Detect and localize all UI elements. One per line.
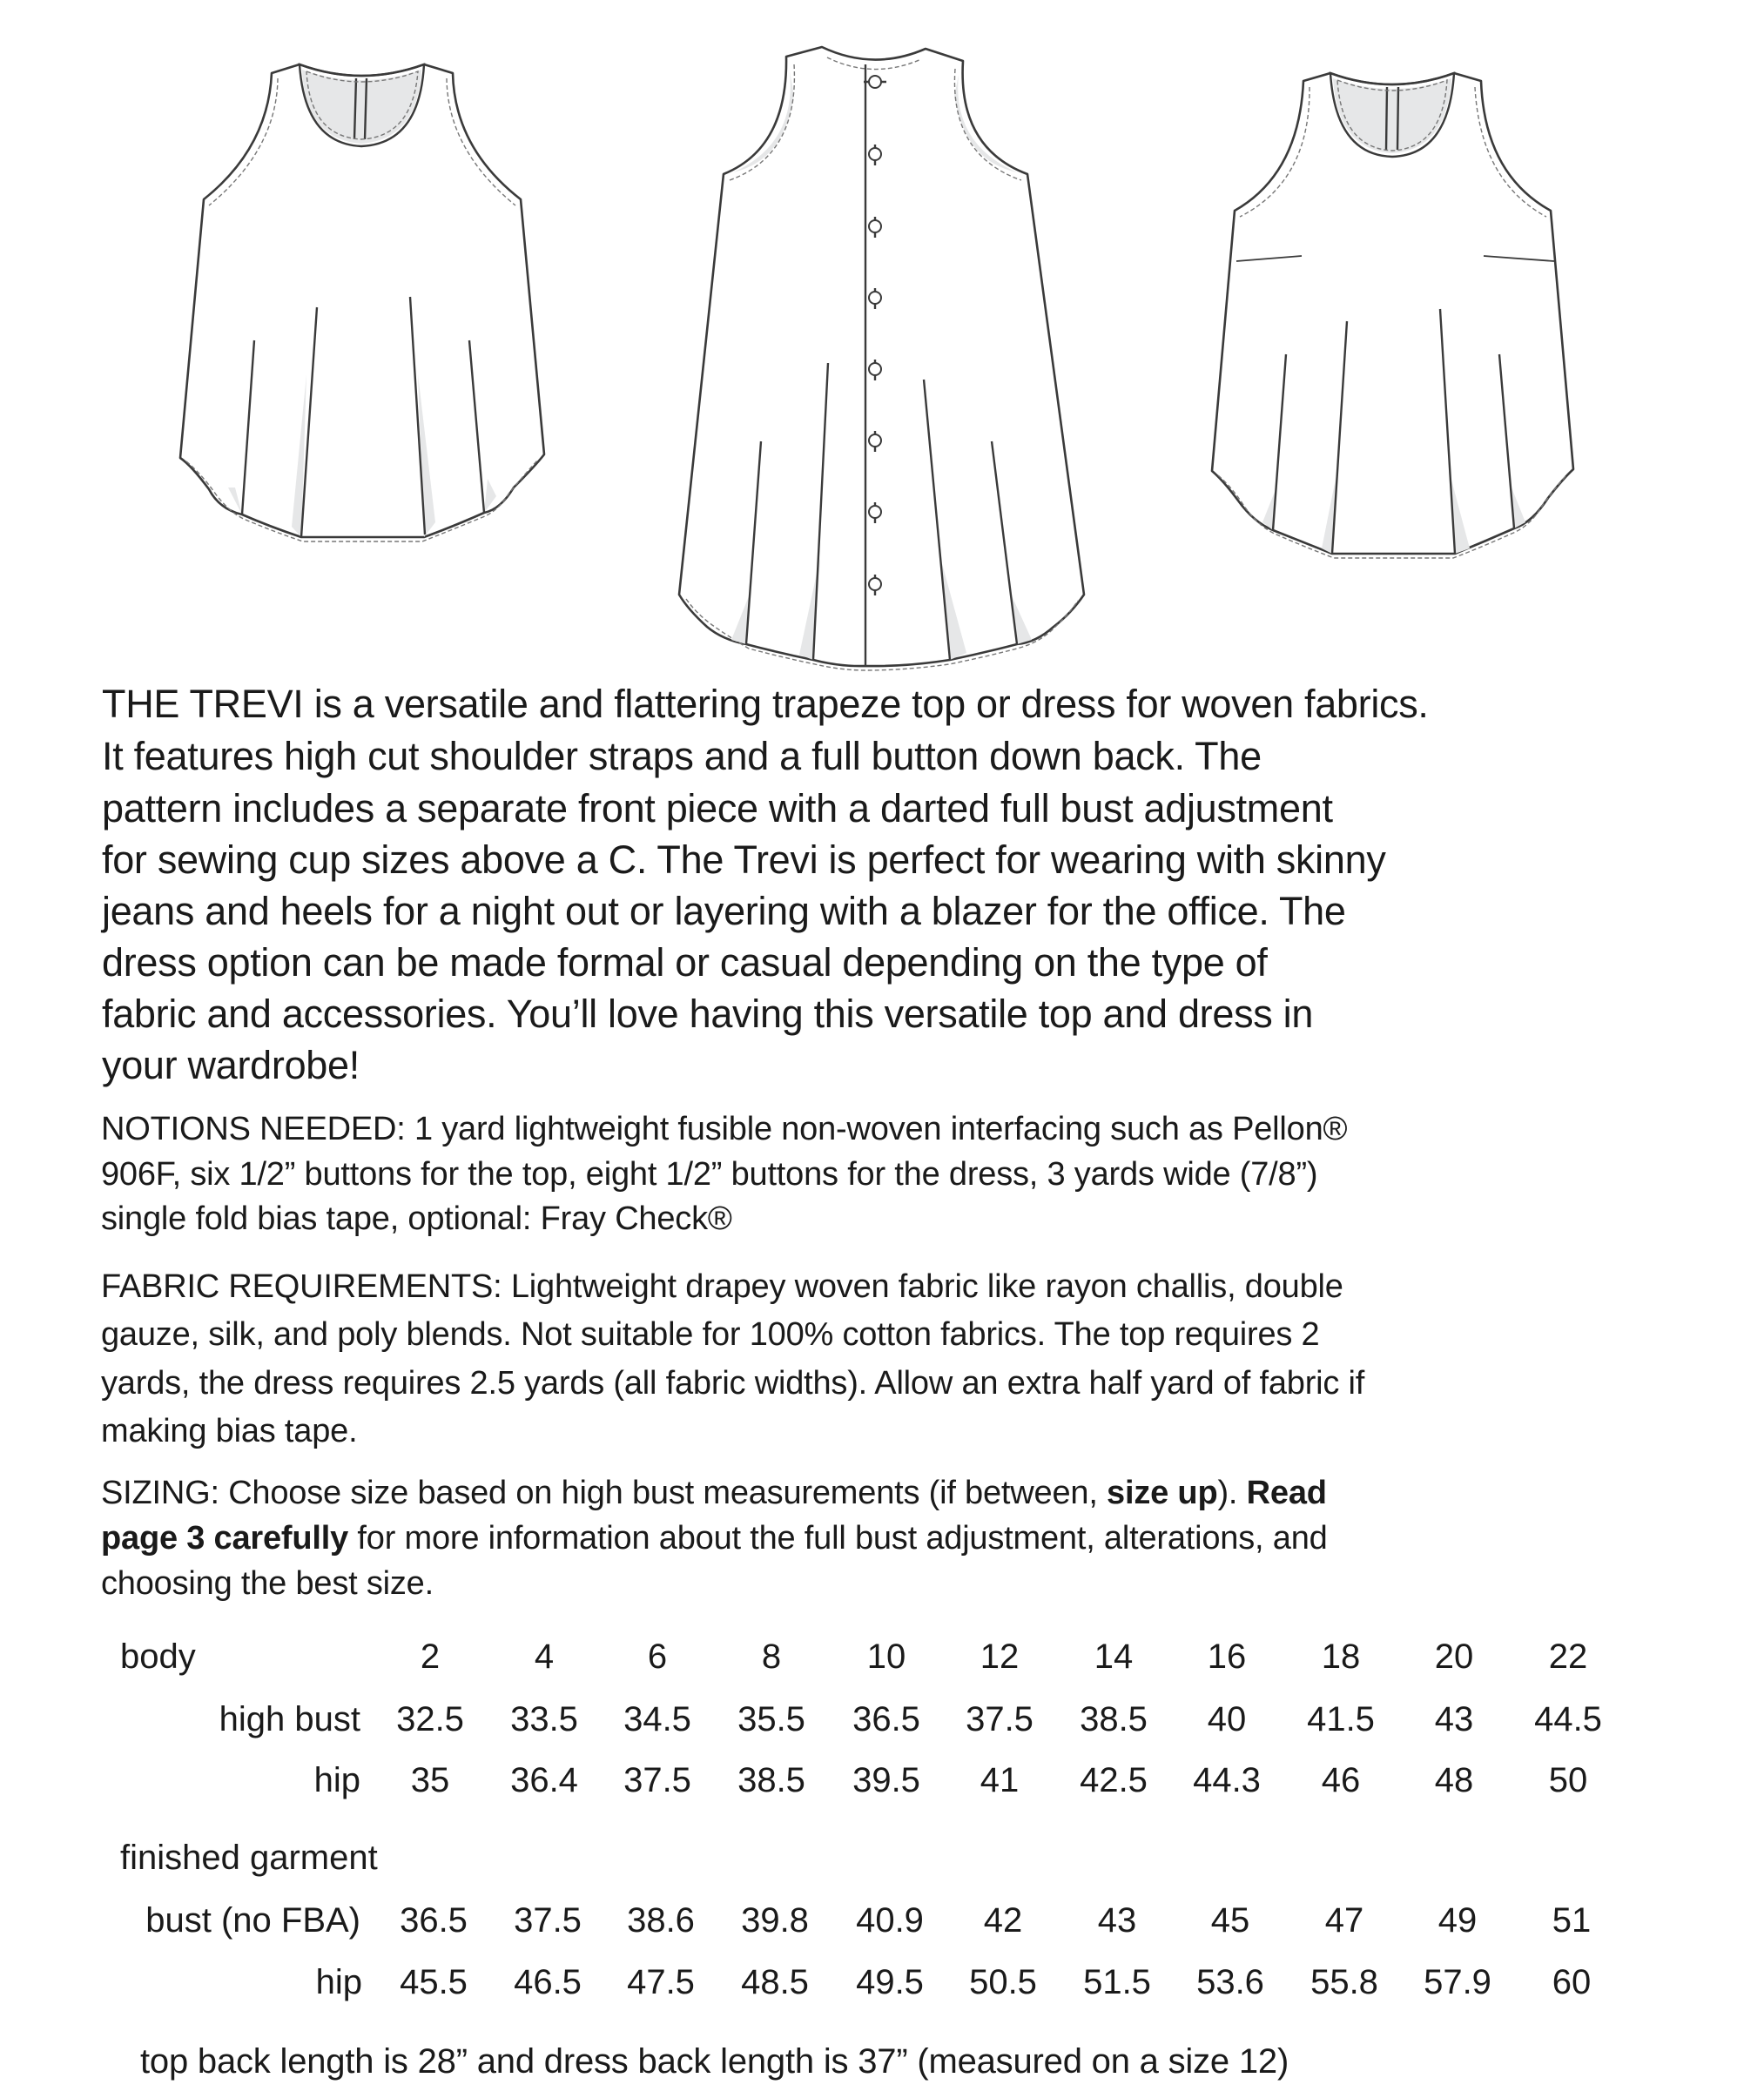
size-cell: 10 bbox=[866, 1637, 906, 1676]
value-cell: 33.5 bbox=[510, 1700, 578, 1738]
value-cell: 48.5 bbox=[741, 1963, 809, 2001]
body-hip-label: hip bbox=[313, 1761, 360, 1799]
value-cell: 42.5 bbox=[1080, 1761, 1148, 1799]
description-line: It features high cut shoulder straps and a full button down back. The bbox=[102, 734, 1262, 778]
size-cell: 2 bbox=[420, 1637, 441, 1676]
value-cell: 32.5 bbox=[396, 1700, 464, 1738]
notions-line: NOTIONS NEEDED: 1 yard lightweight fusible non-woven interfacing such as Pellon® bbox=[101, 1111, 1348, 1147]
value-cell: 34.5 bbox=[623, 1700, 691, 1738]
sizing-text: SIZING: Choose size based on high bust measurements (if between, bbox=[101, 1475, 1108, 1511]
fabric-line: making bias tape. bbox=[101, 1413, 358, 1449]
size-cell: 18 bbox=[1321, 1637, 1361, 1676]
top-front-illustration bbox=[180, 64, 544, 541]
size-cell: 6 bbox=[647, 1637, 668, 1676]
fabric-line: yards, the dress requires 2.5 yards (all fabric widths). Allow an extra half yard of fabric if bbox=[101, 1365, 1365, 1402]
value-cell: 37.5 bbox=[623, 1761, 691, 1799]
value-cell: 43 bbox=[1097, 1901, 1137, 1940]
value-cell: 49.5 bbox=[856, 1963, 924, 2001]
value-cell: 35 bbox=[410, 1761, 450, 1799]
value-cell: 50.5 bbox=[969, 1963, 1037, 2001]
size-cell: 4 bbox=[534, 1637, 555, 1676]
sizing-emphasis: page 3 carefully bbox=[101, 1520, 349, 1557]
value-cell: 38.5 bbox=[1080, 1700, 1148, 1738]
value-cell: 46.5 bbox=[514, 1963, 582, 2001]
value-cell: 50 bbox=[1548, 1761, 1588, 1799]
value-cell: 49 bbox=[1437, 1901, 1478, 1940]
notions-line: 906F, six 1/2” buttons for the top, eight 1/2” buttons for the dress, 3 yards wide (7/8”) bbox=[101, 1156, 1318, 1193]
value-cell: 43 bbox=[1434, 1700, 1474, 1738]
value-cell: 47 bbox=[1324, 1901, 1364, 1940]
value-cell: 51 bbox=[1552, 1901, 1592, 1940]
back-length-note: top back length is 28” and dress back length is 37” (measured on a size 12) bbox=[140, 2042, 1289, 2081]
finished-hip-label: hip bbox=[315, 1963, 362, 2001]
value-cell: 53.6 bbox=[1196, 1963, 1264, 2001]
value-cell: 42 bbox=[983, 1901, 1023, 1940]
size-cell: 12 bbox=[980, 1637, 1020, 1676]
value-cell: 44.5 bbox=[1534, 1700, 1602, 1738]
finished-garment-label: finished garment bbox=[120, 1839, 378, 1877]
value-cell: 47.5 bbox=[627, 1963, 695, 2001]
value-cell: 40 bbox=[1207, 1700, 1247, 1738]
value-cell: 36.4 bbox=[510, 1761, 578, 1799]
value-cell: 39.8 bbox=[741, 1901, 809, 1940]
value-cell: 57.9 bbox=[1424, 1963, 1491, 2001]
value-cell: 45.5 bbox=[400, 1963, 468, 2001]
body-label: body bbox=[120, 1637, 196, 1676]
value-cell: 60 bbox=[1552, 1963, 1592, 2001]
sizing-line bbox=[101, 1522, 1328, 1555]
value-cell: 45 bbox=[1210, 1901, 1250, 1940]
value-cell: 41 bbox=[980, 1761, 1020, 1799]
value-cell: 38.6 bbox=[627, 1901, 695, 1940]
description-line: pattern includes a separate front piece with a darted full bust adjustment bbox=[102, 786, 1333, 830]
value-cell: 38.5 bbox=[737, 1761, 805, 1799]
size-cell: 20 bbox=[1434, 1637, 1474, 1676]
size-cell: 8 bbox=[761, 1637, 782, 1676]
garment-illustrations bbox=[0, 0, 1764, 696]
description-line: dress option can be made formal or casual depending on the type of bbox=[102, 940, 1268, 985]
sizing-text: for more information about the full bust adjustment, alterations, and bbox=[348, 1520, 1328, 1557]
sizing-line: choosing the best size. bbox=[101, 1565, 434, 1602]
value-cell: 39.5 bbox=[852, 1761, 920, 1799]
dress-back-illustration bbox=[679, 47, 1084, 670]
sizing-emphasis: size up bbox=[1107, 1475, 1218, 1511]
value-cell: 48 bbox=[1434, 1761, 1474, 1799]
value-cell: 40.9 bbox=[856, 1901, 924, 1940]
value-cell: 37.5 bbox=[514, 1901, 582, 1940]
size-cell: 16 bbox=[1207, 1637, 1247, 1676]
fabric-line: FABRIC REQUIREMENTS: Lightweight drapey woven fabric like rayon challis, double bbox=[101, 1268, 1343, 1305]
value-cell: 36.5 bbox=[400, 1901, 468, 1940]
sizing-emphasis: Read bbox=[1246, 1475, 1327, 1511]
high-bust-label: high bust bbox=[219, 1700, 360, 1738]
sizing-line bbox=[101, 1476, 1327, 1510]
size-cell: 14 bbox=[1094, 1637, 1134, 1676]
value-cell: 36.5 bbox=[852, 1700, 920, 1738]
top-fba-illustration bbox=[1212, 73, 1573, 558]
fabric-line: gauze, silk, and poly blends. Not suitable for 100% cotton fabrics. The top requires 2 bbox=[101, 1316, 1320, 1353]
value-cell: 35.5 bbox=[737, 1700, 805, 1738]
sizing-text: ). bbox=[1217, 1475, 1247, 1511]
description-line: for sewing cup sizes above a C. The Trevi is perfect for wearing with skinny bbox=[102, 837, 1386, 882]
value-cell: 46 bbox=[1321, 1761, 1361, 1799]
description-line: your wardrobe! bbox=[102, 1043, 360, 1087]
value-cell: 41.5 bbox=[1307, 1700, 1375, 1738]
notions-line: single fold bias tape, optional: Fray Check® bbox=[101, 1200, 732, 1237]
description-line: fabric and accessories. You’ll love having this versatile top and dress in bbox=[102, 992, 1314, 1036]
value-cell: 44.3 bbox=[1193, 1761, 1261, 1799]
value-cell: 51.5 bbox=[1083, 1963, 1151, 2001]
value-cell: 55.8 bbox=[1310, 1963, 1378, 2001]
size-cell: 22 bbox=[1548, 1637, 1588, 1676]
value-cell: 37.5 bbox=[966, 1700, 1033, 1738]
description-line: THE TREVI is a versatile and flattering trapeze top or dress for woven fabrics. bbox=[102, 682, 1429, 726]
description-line: jeans and heels for a night out or layering with a blazer for the office. The bbox=[102, 889, 1346, 933]
finished-bust-label: bust (no FBA) bbox=[145, 1901, 360, 1940]
